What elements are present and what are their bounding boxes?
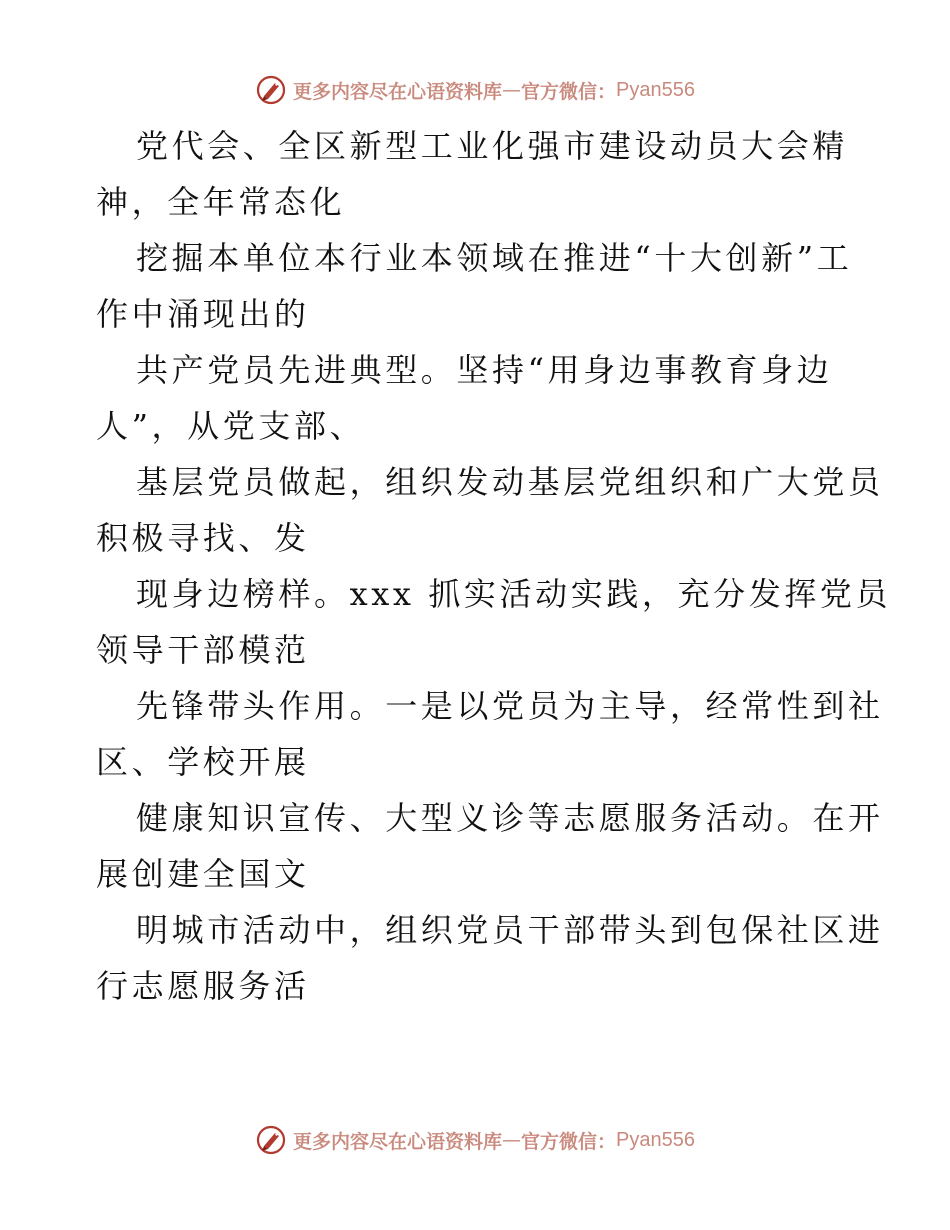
body-line: 行志愿服务活 bbox=[96, 967, 310, 1005]
body-line: 现身边榜样。xxx 抓实活动实践，充分发挥党员 bbox=[136, 575, 892, 613]
body-line: 神，全年常态化 bbox=[96, 183, 346, 221]
body-line: 健康知识宣传、大型义诊等志愿服务活动。在开 bbox=[136, 799, 884, 837]
banner-separator: — bbox=[502, 1129, 522, 1151]
body-line: 明城市活动中，组织党员干部带头到包保社区进 bbox=[136, 911, 884, 949]
pen-nib-logo-icon bbox=[255, 74, 287, 106]
body-line: 展创建全国文 bbox=[96, 855, 310, 893]
body-line: 作中涌现出的 bbox=[96, 295, 310, 333]
pen-nib-logo-icon bbox=[255, 1124, 287, 1156]
body-line: 人”，从党支部、 bbox=[96, 407, 366, 445]
body-line: 党代会、全区新型工业化强市建设动员大会精 bbox=[136, 127, 849, 165]
banner-main-text: 更多内容尽在心语资料库 bbox=[293, 1130, 503, 1153]
body-line: 领导干部模范 bbox=[96, 631, 310, 669]
body-line: 积极寻找、发 bbox=[96, 519, 310, 557]
banner-main-text: 更多内容尽在心语资料库 bbox=[293, 80, 503, 103]
body-line: 区、学校开展 bbox=[96, 743, 310, 781]
body-line: 共产党员先进典型。坚持“用身边事教育身边 bbox=[136, 351, 833, 389]
document-body bbox=[96, 118, 892, 1014]
body-line: 挖掘本单位本行业本领域在推进“十大创新”工 bbox=[136, 239, 853, 277]
banner-separator: — bbox=[502, 79, 522, 101]
footer-banner bbox=[0, 1120, 950, 1160]
header-banner bbox=[0, 70, 950, 110]
banner-wechat-label: 官方微信： bbox=[521, 1130, 617, 1153]
body-line: 基层党员做起，组织发动基层党组织和广大党员 bbox=[136, 463, 884, 501]
banner-wechat-id: Pyan556 bbox=[616, 78, 695, 101]
body-line: 先锋带头作用。一是以党员为主导，经常性到社 bbox=[136, 687, 884, 725]
banner-wechat-id: Pyan556 bbox=[616, 1128, 695, 1151]
banner-wechat-label: 官方微信： bbox=[521, 80, 617, 103]
